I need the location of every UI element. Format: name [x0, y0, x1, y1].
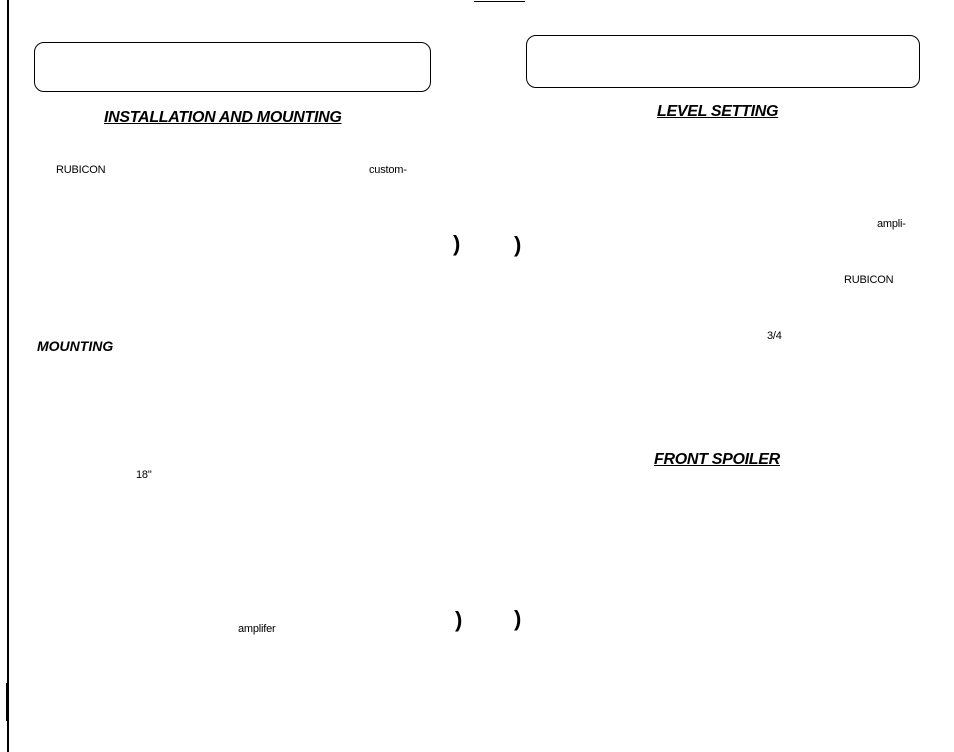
binding-mark-top-left: ) — [453, 231, 461, 256]
top-center-rule — [474, 1, 525, 2]
left-title-frame — [34, 42, 431, 92]
installation-heading: INSTALLATION AND MOUNTING — [104, 109, 342, 126]
brand-text-right: RUBICON — [844, 274, 894, 286]
custom-text: custom- — [369, 164, 407, 176]
mounting-subheading: MOUNTING — [37, 338, 114, 354]
amplifer-text: amplifer — [238, 623, 276, 635]
binding-mark-top-right: ) — [514, 232, 522, 257]
right-title-frame — [526, 35, 920, 88]
brand-text-left: RUBICON — [56, 164, 106, 176]
front-spoiler-heading: FRONT SPOILER — [654, 451, 780, 468]
ampli-text: ampli- — [877, 218, 906, 230]
level-setting-heading: LEVEL SETTING — [657, 103, 779, 120]
size-text: 18" — [136, 469, 152, 481]
binding-mark-bottom-right: ) — [514, 606, 522, 631]
page-edge-mark — [6, 683, 9, 721]
page-edge-rule — [7, 0, 9, 752]
fraction-text: 3/4 — [767, 330, 782, 342]
binding-mark-bottom-left: ) — [455, 607, 463, 632]
